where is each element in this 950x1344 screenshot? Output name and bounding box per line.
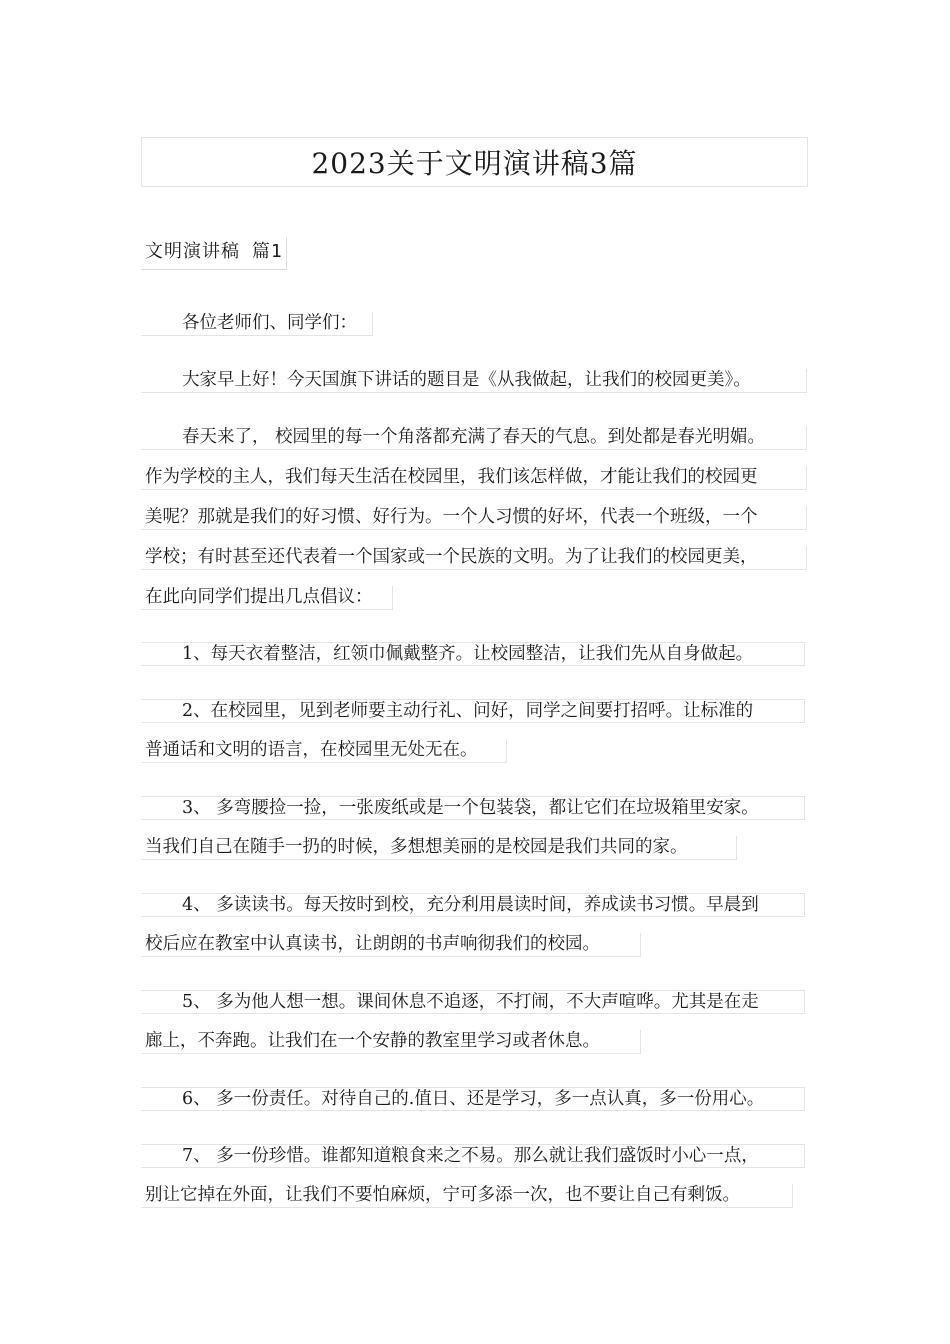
list-item: 6、 多一份责任。对待自己的.值日、还是学习，多一点认真，多一份用心。 (141, 1087, 805, 1111)
text-line: 校后应在教室中认真读书，让朗朗的书声响彻我们的校园。 (141, 933, 641, 957)
page-title: 2023关于文明演讲稿3篇 (311, 147, 638, 180)
text-line: 别让它掉在外面，让我们不要怕麻烦，宁可多添一次，也不要让自己有剩饭。 (141, 1184, 793, 1208)
text-line: 春天来了， 校园里的每一个角落都充满了春天的气息。到处都是春光明媚。 (141, 426, 807, 450)
greeting-line: 各位老师们、同学们： (141, 312, 373, 336)
section-heading: 文明演讲稿 篇1 (141, 237, 287, 270)
list-item: 3、 多弯腰捡一捡，一张废纸或是一个包装袋，都让它们在垃圾箱里安家。 (141, 796, 805, 820)
text-line: 大家早上好！今天国旗下讲话的题目是《从我做起，让我们的校园更美》。 (141, 369, 807, 393)
text-line: 普通话和文明的语言，在校园里无处无在。 (141, 739, 507, 763)
list-item: 5、 多为他人想一想。课间休息不追逐，不打闹，不大声喧哗。尤其是在走 (141, 990, 805, 1014)
text-line: 当我们自己在随手一扔的时候，多想想美丽的是校园是我们共同的家。 (141, 836, 737, 860)
title-box (141, 137, 808, 187)
text-line: 学校；有时甚至还代表着一个国家或一个民族的文明。为了让我们的校园更美， (141, 546, 807, 570)
text-line: 美呢？那就是我们的好习惯、好行为。一个人习惯的好坏，代表一个班级，一个 (141, 506, 807, 530)
list-item: 4、 多读读书。每天按时到校，充分利用晨读时间，养成读书习惯。早晨到 (141, 893, 805, 917)
list-item: 2、在校园里，见到老师要主动行礼、问好，同学之间要打招呼。让标准的 (141, 699, 805, 723)
list-item: 7、 多一份珍惜。谁都知道粮食来之不易。那么就让我们盛饭时小心一点， (141, 1144, 805, 1168)
list-item: 1、每天衣着整洁，红领巾佩戴整齐。让校园整洁，让我们先从自身做起。 (141, 642, 805, 666)
text-line: 廊上，不奔跑。让我们在一个安静的教室里学习或者休息。 (141, 1030, 641, 1054)
text-line: 在此向同学们提出几点倡议： (141, 586, 393, 610)
text-line: 作为学校的主人，我们每天生活在校园里，我们该怎样做，才能让我们的校园更 (141, 466, 807, 490)
